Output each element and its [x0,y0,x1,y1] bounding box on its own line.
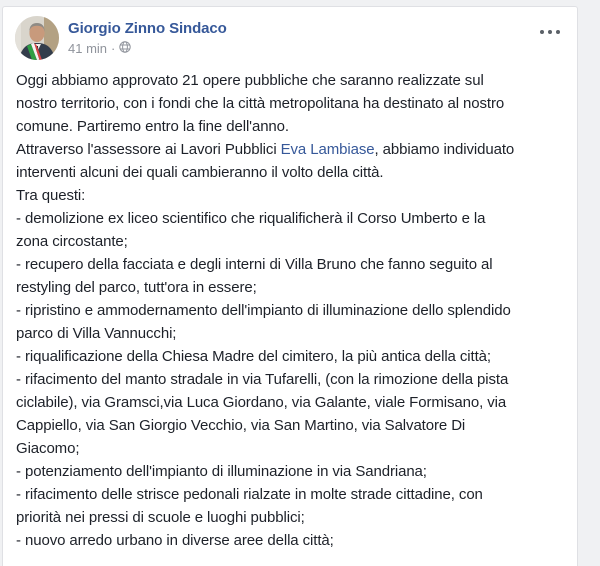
post-text-line: - demolizione ex liceo scientifico che riqualificherà il Corso Umberto e la [16,210,486,227]
post-text-line: - riqualificazione della Chiesa Madre del cimitero, la più antica della città; [16,348,491,365]
author-name-link[interactable]: Giorgio Zinno Sindaco [68,20,227,37]
post-text-line: priorità nei pressi di scuole e luoghi pubblici; [16,509,305,526]
facebook-post-card [2,6,578,566]
post-text-line: interventi alcuni dei quali cambieranno il volto della città. [16,164,384,181]
post-text-line: parco di Villa Vannucchi; [16,325,177,342]
post-text-line: Oggi abbiamo approvato 21 opere pubbliche che saranno realizzate sul [16,72,484,89]
text-segment: , abbiamo individuato [374,141,515,158]
meta-separator: · [111,40,116,56]
globe-icon [119,41,131,56]
post-timestamp[interactable]: 41 min [68,40,108,56]
more-options-button[interactable] [535,21,565,43]
post-text-line: restyling del parco, tutt'ora in essere; [16,279,257,296]
post-text-line: - ripristino e ammodernamento dell'impianto di illuminazione dello splendido [16,302,511,319]
post-meta [68,40,227,56]
post-text-line: - rifacimento del manto stradale in via Tufarelli, (con la rimozione della pista [16,371,509,388]
mention-link[interactable]: Eva Lambiase [280,141,375,158]
post-text-line: comune. Partiremo entro la fine dell'anno. [16,118,289,135]
post-text-line: - rifacimento delle strisce pedonali rialzate in molte strade cittadine, con [16,486,483,503]
post-text [3,60,577,552]
post-header-info [68,16,227,56]
post-text-line: ciclabile), via Gramsci,via Luca Giordano, via Galante, viale Formisano, via [16,394,507,411]
post-text-line: Cappiello, via San Giorgio Vecchio, via San Martino, via Salvatore Di [16,417,466,434]
text-segment: Attraverso l'assessore ai Lavori Pubblici [16,141,281,158]
post-text-line: Giacomo; [16,440,80,457]
post-text-line: - recupero della facciata e degli interni di Villa Bruno che fanno seguito al [16,256,493,273]
post-text-line: - nuovo arredo urbano in diverse aree della città; [16,532,334,549]
post-text-line: nostro territorio, con i fondi che la città metropolitana ha destinato al nostro [16,95,505,112]
post-text-line: - potenziamento dell'impianto di illuminazione in via Sandriana; [16,463,427,480]
author-avatar[interactable] [15,16,59,60]
post-text-line: zona circostante; [16,233,128,250]
post-text-line [16,138,567,161]
post-text-line: Tra questi: [16,187,86,204]
post-header [3,7,577,60]
ellipsis-icon [540,30,560,34]
mayor-portrait-avatar-icon [15,16,59,60]
